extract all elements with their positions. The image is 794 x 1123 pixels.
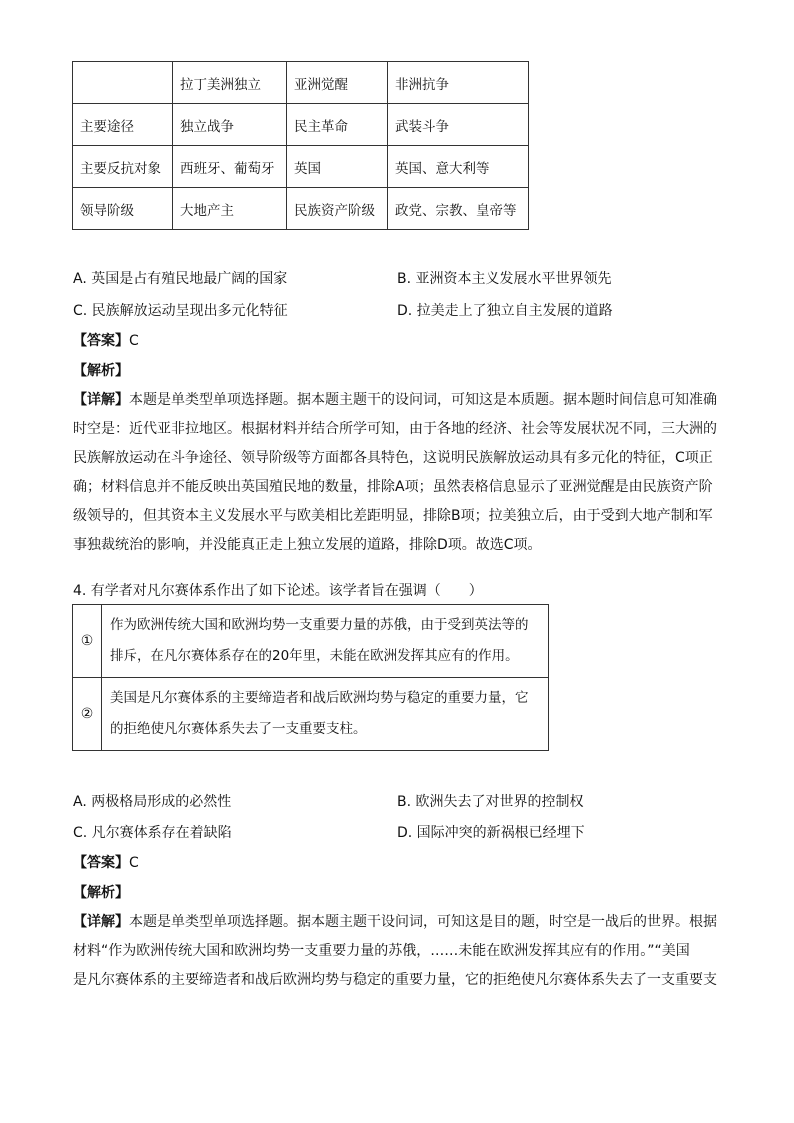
analysis-tag: 【解析】 bbox=[73, 363, 129, 379]
option-b: B. 欧洲失去了对世界的控制权 bbox=[397, 794, 584, 810]
option-b: B. 亚洲资本主义发展水平世界领先 bbox=[397, 271, 612, 287]
answer-tag: 【答案】 bbox=[73, 855, 129, 871]
table-row bbox=[73, 146, 529, 188]
detail-tag: 【详解】 bbox=[73, 392, 129, 408]
table-cell bbox=[73, 62, 173, 104]
answer-value: C bbox=[129, 333, 139, 349]
table-header-row bbox=[73, 62, 529, 104]
table-cell: 民族资产阶级 bbox=[287, 188, 388, 230]
table-cell: 主要反抗对象 bbox=[73, 146, 173, 188]
table-cell: 领导阶级 bbox=[73, 188, 173, 230]
explanation-line: 时空是：近代亚非拉地区。根据材料并结合所学可知，由于各地的经济、社会等发展状况不同，三大洲的 bbox=[73, 421, 717, 437]
table-row bbox=[73, 605, 549, 678]
table-cell: 英国、意大利等 bbox=[388, 146, 529, 188]
table-cell: 拉丁美洲独立 bbox=[173, 62, 287, 104]
quote-table bbox=[72, 604, 549, 751]
option-d: D. 国际冲突的新祸根已经埋下 bbox=[397, 825, 585, 841]
explanation-line: 【详解】本题是单类型单项选择题。据本题主题干的设问词，可知这是本质题。据本题时间信息可知准确 bbox=[73, 392, 717, 408]
table-cell: 美国是凡尔赛体系的主要缔造者和战后欧洲均势与稳定的重要力量，它的拒绝使凡尔赛体系失去了一支重要支柱。 bbox=[102, 678, 549, 751]
explanation-line: 事独裁统治的影响，并没能真正走上独立发展的道路，排除D项。故选C项。 bbox=[73, 537, 542, 553]
table-cell: 政党、宗教、皇帝等 bbox=[388, 188, 529, 230]
option-d: D. 拉美走上了独立自主发展的道路 bbox=[397, 303, 613, 319]
option-a: A. 英国是占有殖民地最广阔的国家 bbox=[73, 271, 288, 287]
explanation-paragraph bbox=[73, 908, 723, 995]
table-cell: 独立战争 bbox=[173, 104, 287, 146]
option-c: C. 民族解放运动呈现出多元化特征 bbox=[73, 303, 288, 319]
analysis-tag: 【解析】 bbox=[73, 885, 129, 901]
explanation-line: 材料“作为欧洲传统大国和欧洲均势一支重要力量的苏俄，……未能在欧洲发挥其应有的作用。”“美国 bbox=[73, 943, 690, 959]
table-cell: 作为欧洲传统大国和欧洲均势一支重要力量的苏俄，由于受到英法等的排斥，在凡尔赛体系存在的20年里，未能在欧洲发挥其应有的作用。 bbox=[102, 605, 549, 678]
explanation-line: 级领导的，但其资本主义发展水平与欧美相比差距明显，排除B项；拉美独立后，由于受到大地产制和军 bbox=[73, 508, 713, 524]
table-cell: 大地产主 bbox=[173, 188, 287, 230]
table-cell: ② bbox=[73, 678, 102, 751]
answer-line bbox=[73, 330, 139, 350]
table-cell: 武装斗争 bbox=[388, 104, 529, 146]
table-cell: ① bbox=[73, 605, 102, 678]
detail-tag: 【详解】 bbox=[73, 914, 129, 930]
question-stem: 4. 有学者对凡尔赛体系作出了如下论述。该学者旨在强调（ ） bbox=[73, 583, 483, 599]
table-cell: 亚洲觉醒 bbox=[287, 62, 388, 104]
table-cell: 西班牙、葡萄牙 bbox=[173, 146, 287, 188]
explanation-paragraph bbox=[73, 386, 723, 560]
table-cell: 主要途径 bbox=[73, 104, 173, 146]
table-row bbox=[73, 188, 529, 230]
explanation-line: 民族解放运动在斗争途径、领导阶级等方面都各具特色，这说明民族解放运动具有多元化的特征，C项正 bbox=[73, 450, 713, 466]
option-a: A. 两极格局形成的必然性 bbox=[73, 794, 232, 810]
explanation-line: 确；材料信息并不能反映出英国殖民地的数量，排除A项；虽然表格信息显示了亚洲觉醒是由民族资产阶 bbox=[73, 479, 713, 495]
answer-tag: 【答案】 bbox=[73, 333, 129, 349]
comparison-table bbox=[72, 61, 529, 230]
answer-line bbox=[73, 852, 139, 872]
answer-value: C bbox=[129, 855, 139, 871]
explanation-line: 【详解】本题是单类型单项选择题。据本题主题干设问词，可知这是目的题，时空是一战后的世界。根据 bbox=[73, 914, 717, 930]
table-cell: 英国 bbox=[287, 146, 388, 188]
table-cell: 民主革命 bbox=[287, 104, 388, 146]
table-row bbox=[73, 104, 529, 146]
table-cell: 非洲抗争 bbox=[388, 62, 529, 104]
explanation-line: 是凡尔赛体系的主要缔造者和战后欧洲均势与稳定的重要力量，它的拒绝使凡尔赛体系失去了一支重要支 bbox=[73, 972, 717, 988]
table-row bbox=[73, 678, 549, 751]
option-c: C. 凡尔赛体系存在着缺陷 bbox=[73, 825, 232, 841]
